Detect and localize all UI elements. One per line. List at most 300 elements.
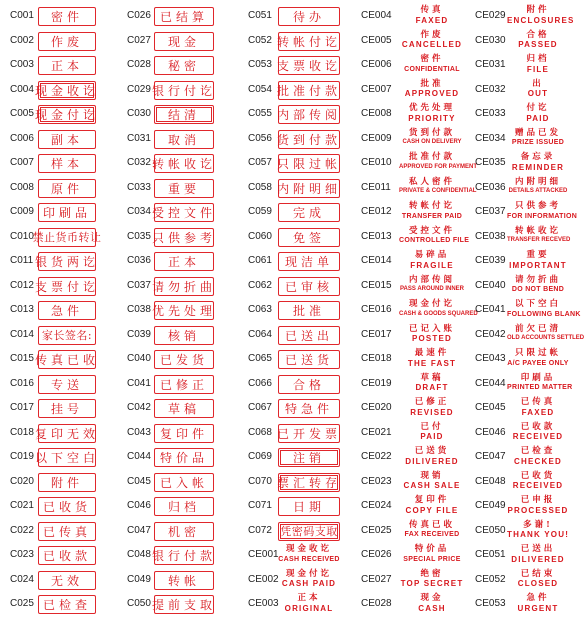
stamp-chinese-text: 已收货 — [520, 470, 556, 481]
stamp-chinese-text: 绝密 — [420, 568, 444, 579]
stamp-code: CE020 — [361, 402, 392, 413]
stamp-code: C017 — [10, 402, 34, 413]
stamp-chinese-text: 已收款 — [520, 421, 556, 432]
stamp-code: C037 — [127, 279, 151, 291]
stamp-text: 已送货 — [284, 353, 333, 367]
stamp-row — [10, 80, 114, 105]
stamp-column-3 — [248, 6, 356, 619]
stamp-row — [361, 31, 474, 56]
stamp-row — [127, 545, 242, 570]
stamp-code: C048 — [127, 549, 151, 560]
stamp-code: CE045 — [475, 402, 506, 413]
stamp-code: C035 — [127, 230, 151, 242]
stamp-code: CE019 — [361, 377, 392, 389]
stamp-box — [35, 252, 100, 271]
stamp-english-text: FOLLOWING BLANK — [507, 310, 581, 318]
stamp-chinese-text: 现金付讫 — [408, 299, 455, 309]
stamp-english-text: ORIGINAL — [284, 603, 334, 613]
stamp-row — [127, 31, 242, 56]
stamp-row — [10, 570, 114, 595]
stamp-text: 归档 — [167, 500, 200, 514]
stamp-code: CE032 — [475, 83, 506, 95]
stamp-code: CE047 — [475, 451, 506, 462]
stamp-chinese-text: 现金 — [420, 593, 444, 603]
stamp-english-text: CANCELLED — [401, 40, 463, 49]
stamp-row — [248, 496, 356, 521]
stamp-row — [10, 153, 114, 178]
bilingual-stamp — [507, 323, 584, 342]
stamp-code: C019 — [10, 451, 34, 462]
bilingual-stamp — [399, 496, 465, 515]
bilingual-stamp — [399, 398, 465, 417]
stamp-box — [38, 546, 96, 565]
stamp-row — [475, 423, 572, 448]
stamp-row — [127, 472, 242, 497]
bilingual-stamp — [507, 129, 569, 147]
bilingual-stamp — [507, 372, 573, 392]
stamp-row — [10, 55, 114, 80]
stamp-row — [248, 31, 356, 56]
stamp-row — [248, 472, 356, 497]
stamp-text: 现金收讫 — [35, 83, 100, 98]
stamp-chinese-text: 备忘录 — [520, 152, 556, 162]
stamp-box — [154, 32, 214, 51]
stamp-text: 取消 — [167, 132, 200, 147]
stamp-text: 结清 — [167, 108, 200, 122]
stamp-code: CE043 — [475, 353, 506, 364]
stamp-english-text: PASS AROUND INNER — [399, 286, 464, 292]
stamp-row — [127, 496, 242, 521]
stamp-row — [248, 570, 356, 595]
stamp-english-text: CASH — [418, 603, 446, 613]
stamp-code: C043 — [127, 426, 151, 438]
stamp-code: C067 — [248, 402, 272, 413]
stamp-box — [152, 301, 217, 320]
stamp-text: 受控文件 — [152, 206, 217, 220]
stamp-row — [475, 276, 572, 301]
stamp-chinese-text: 现销 — [420, 470, 444, 481]
stamp-code: C058 — [248, 181, 272, 193]
stamp-row — [127, 325, 242, 350]
stamp-row — [127, 251, 242, 276]
stamp-code: C055 — [248, 108, 272, 119]
stamp-code: C008 — [10, 181, 34, 193]
stamp-box — [278, 301, 340, 320]
stamp-chinese-text: 归档 — [526, 54, 550, 64]
stamp-text: 已审核 — [284, 279, 333, 294]
stamp-chinese-text: 合格 — [526, 29, 550, 40]
stamp-chinese-text: 多谢! — [523, 519, 553, 530]
stamp-code: CE034 — [475, 132, 506, 144]
stamp-code: C023 — [10, 549, 34, 560]
stamp-box — [154, 473, 214, 492]
stamp-row — [475, 594, 572, 619]
stamp-text: 禁止货币转让 — [32, 231, 102, 244]
stamp-row — [248, 129, 356, 154]
stamp-text: 请勿折曲 — [152, 279, 217, 294]
stamp-box — [38, 130, 96, 149]
stamp-row — [10, 178, 114, 203]
stamp-chinese-text: 现金付讫 — [285, 568, 332, 579]
stamp-row — [361, 104, 474, 129]
stamp-text: 完成 — [292, 206, 325, 220]
stamp-code: C054 — [248, 83, 272, 95]
stamp-code: C004 — [10, 83, 34, 95]
stamp-code: C056 — [248, 132, 272, 144]
stamp-code: CE011 — [361, 181, 391, 193]
stamp-text: 正本 — [50, 59, 83, 73]
stamp-column-4 — [361, 5, 478, 619]
bilingual-stamp — [507, 276, 569, 294]
stamp-english-text: CLOSED — [517, 579, 559, 588]
stamp-text: 只供参考 — [152, 230, 217, 245]
stamp-box — [35, 350, 100, 369]
stamp-english-text: RECEIVED — [512, 481, 564, 490]
stamp-code: CE049 — [475, 500, 506, 511]
stamp-row — [10, 325, 114, 350]
stamp-code: CE039 — [475, 255, 506, 266]
stamp-row — [127, 129, 242, 154]
stamp-box — [154, 105, 214, 124]
bilingual-stamp — [507, 178, 569, 195]
stamp-code: CE014 — [361, 255, 392, 266]
stamp-code: C049 — [127, 573, 151, 585]
stamp-code: CE041 — [475, 304, 506, 315]
stamp-text: 以下空白 — [35, 451, 100, 465]
bilingual-stamp — [507, 153, 569, 172]
stamp-english-text: IMPORTANT — [509, 260, 567, 270]
stamp-code: CE028 — [361, 598, 392, 609]
stamp-row — [127, 300, 242, 325]
stamp-code: C028 — [127, 59, 151, 70]
stamp-text: 样本 — [50, 157, 83, 171]
stamp-box — [278, 7, 340, 26]
stamp-row — [361, 349, 474, 374]
stamp-text: 已送出 — [284, 328, 333, 343]
stamp-row — [10, 545, 114, 570]
stamp-row — [361, 521, 474, 546]
stamp-box — [152, 81, 217, 100]
stamp-code: C052 — [248, 34, 272, 46]
stamp-english-text: OUT — [527, 89, 549, 98]
stamp-english-text: FILE — [526, 64, 550, 74]
stamp-box — [32, 228, 102, 247]
stamp-english-text: THANK YOU! — [507, 530, 570, 539]
stamp-code: C027 — [127, 34, 151, 46]
stamp-box — [154, 7, 214, 26]
stamp-code: CE031 — [475, 59, 506, 70]
stamp-row — [248, 374, 356, 399]
stamp-code: CE030 — [475, 34, 506, 46]
stamp-row — [248, 104, 356, 129]
bilingual-stamp — [507, 496, 569, 515]
stamp-code: CE004 — [361, 10, 392, 21]
bilingual-stamp — [399, 202, 465, 220]
bilingual-stamp — [399, 349, 465, 368]
stamp-text: 批准 — [292, 304, 325, 318]
stamp-row — [127, 398, 242, 423]
stamp-text: 复印件 — [159, 426, 208, 441]
stamp-chinese-text: 转帐收讫 — [514, 225, 561, 236]
stamp-row — [10, 349, 114, 374]
stamp-code: C018 — [10, 426, 34, 438]
stamp-row — [361, 545, 474, 570]
stamp-english-text: CONTROLLED FILE — [399, 237, 470, 244]
stamp-text: 转帐收讫 — [152, 157, 217, 171]
stamp-text: 无效 — [50, 573, 83, 588]
stamp-english-text: DO NOT BEND — [511, 286, 565, 293]
stamp-row — [10, 251, 114, 276]
stamp-text: 已修正 — [159, 377, 208, 392]
stamp-text: 已传真 — [42, 524, 91, 539]
stamp-row — [475, 80, 572, 105]
stamp-box — [278, 399, 340, 418]
stamp-row — [127, 349, 242, 374]
bilingual-stamp — [399, 545, 465, 563]
stamp-box — [154, 326, 214, 345]
stamp-code: CE035 — [475, 157, 506, 168]
stamp-chinese-text: 已付 — [420, 421, 444, 432]
stamp-chinese-text: 草稿 — [420, 372, 444, 383]
stamp-box — [38, 595, 96, 614]
stamp-box — [154, 252, 214, 271]
stamp-row — [127, 423, 242, 448]
stamp-row — [361, 80, 474, 105]
stamp-chinese-text: 以下空白 — [514, 299, 561, 309]
bilingual-stamp — [507, 201, 578, 220]
stamp-box — [152, 203, 217, 222]
stamp-code: CE027 — [361, 573, 392, 585]
stamp-code: C003 — [10, 59, 34, 70]
stamp-row — [361, 55, 474, 80]
stamp-column-5 — [475, 5, 584, 619]
stamp-row — [127, 594, 242, 619]
stamp-row — [10, 300, 114, 325]
stamp-chinese-text: 内附明细 — [514, 176, 561, 187]
stamp-code: C030 — [127, 108, 151, 119]
stamp-chinese-text: 内部传阅 — [408, 274, 455, 285]
stamp-box — [35, 105, 100, 124]
stamp-english-text: URGENT — [517, 603, 559, 613]
stamp-text: 核销 — [167, 328, 200, 343]
stamp-row — [475, 129, 572, 154]
stamp-box — [154, 375, 214, 394]
stamp-code: C060 — [248, 230, 272, 242]
stamp-code: C064 — [248, 328, 272, 340]
stamp-english-text: OLD ACCOUNTS SETTLED — [507, 335, 584, 341]
stamp-code: CE017 — [361, 328, 392, 340]
stamp-english-text: PROCESSED — [507, 505, 569, 515]
bilingual-stamp — [507, 594, 569, 613]
stamp-code: CE029 — [475, 10, 506, 21]
stamp-text: 附件 — [50, 475, 83, 490]
stamp-english-text: FAX RECEIVED — [404, 531, 460, 538]
stamp-text: 日期 — [292, 500, 325, 514]
stamp-text: 现金付讫 — [35, 108, 100, 122]
stamp-box — [278, 203, 340, 222]
stamp-code: CE044 — [475, 377, 506, 389]
stamp-text: 转帐 — [167, 573, 200, 588]
stamp-english-text: CHECKED — [514, 456, 562, 466]
bilingual-stamp — [399, 225, 470, 245]
stamp-code: C010 — [10, 230, 34, 242]
stamp-row — [127, 153, 242, 178]
bilingual-stamp — [399, 152, 478, 170]
stamp-code: CE008 — [361, 108, 392, 119]
stamp-code: C057 — [248, 157, 272, 168]
stamp-chinese-text: 急件 — [526, 593, 550, 603]
stamp-text: 家长签名: — [41, 329, 93, 342]
bilingual-stamp — [399, 80, 465, 99]
stamp-chinese-text: 已检查 — [520, 446, 556, 456]
stamp-text: 传真已收 — [35, 353, 100, 367]
stamp-code: CE022 — [361, 451, 392, 462]
stamp-code: CE053 — [475, 598, 506, 609]
stamp-code: C016 — [10, 377, 34, 389]
stamp-row — [475, 349, 572, 374]
bilingual-stamp — [507, 349, 569, 367]
bilingual-stamp — [507, 104, 569, 123]
stamp-box — [278, 448, 340, 467]
stamp-code: C025 — [10, 598, 34, 609]
stamp-code: CE016 — [361, 304, 392, 315]
stamp-row — [475, 398, 572, 423]
stamp-chinese-text: 已记入账 — [408, 323, 455, 334]
stamp-row — [475, 5, 575, 31]
stamp-code: C071 — [248, 500, 272, 511]
stamp-chinese-text: 已送出 — [520, 544, 556, 554]
bilingual-stamp — [507, 423, 569, 442]
stamp-row — [248, 6, 356, 31]
stamp-chinese-text: 批准 — [420, 78, 444, 89]
stamp-row — [361, 176, 477, 203]
stamp-box — [278, 350, 340, 369]
stamp-row — [10, 521, 114, 546]
stamp-text: 复印无效 — [35, 426, 100, 441]
stamp-row — [475, 496, 572, 521]
stamp-text: 合格 — [292, 377, 325, 392]
stamp-code: C001 — [10, 10, 34, 21]
stamp-row — [127, 374, 242, 399]
bilingual-stamp — [399, 176, 477, 195]
stamp-box — [278, 424, 340, 443]
stamp-box — [154, 424, 214, 443]
stamp-code: CE033 — [475, 108, 506, 119]
stamp-box — [35, 424, 100, 443]
stamp-text: 待办 — [292, 10, 325, 24]
stamp-box — [38, 399, 96, 418]
stamp-chinese-text: 只限过帐 — [514, 348, 561, 358]
stamp-text: 特价品 — [159, 451, 208, 465]
stamp-column-2 — [127, 6, 242, 619]
stamp-text: 注销 — [292, 451, 325, 465]
stamp-row — [361, 6, 474, 31]
stamp-text: 已开发票 — [277, 426, 342, 441]
stamp-row — [127, 80, 242, 105]
stamp-box — [38, 375, 96, 394]
stamp-text: 已检查 — [42, 598, 91, 612]
stamp-english-text: PRIORITY — [408, 113, 456, 123]
stamp-english-text: TRANSFER RECEVED — [507, 237, 571, 243]
stamp-english-text: TOP SECRET — [400, 579, 464, 588]
stamp-code: C013 — [10, 304, 34, 315]
stamp-box — [278, 130, 340, 149]
stamp-row — [361, 398, 474, 423]
stamp-code: C066 — [248, 377, 272, 389]
stamp-box — [278, 32, 340, 51]
bilingual-stamp — [507, 227, 569, 244]
stamp-row — [361, 276, 474, 301]
stamp-row — [10, 423, 114, 448]
stamp-code: C051 — [248, 10, 272, 21]
stamp-code: C068 — [248, 426, 272, 438]
stamp-english-text: CASH SALE — [403, 481, 461, 490]
stamp-english-text: APPROVED FOR PAYMENT — [399, 163, 478, 170]
stamp-text: 已收货 — [42, 500, 91, 514]
stamp-row — [248, 251, 356, 276]
stamp-english-text: PAID — [420, 432, 444, 441]
stamp-chinese-text: 出 — [532, 78, 544, 89]
stamp-chinese-text: 只供参考 — [514, 201, 561, 211]
stamp-text: 货到付款 — [277, 132, 342, 147]
bilingual-stamp — [399, 104, 465, 123]
stamp-box — [38, 522, 96, 541]
stamp-english-text: TRANSFER PAID — [401, 212, 463, 220]
stamp-row — [10, 104, 114, 129]
stamp-row — [127, 55, 242, 80]
stamp-row — [10, 447, 114, 472]
stamp-english-text: FOR INFORMATION — [507, 212, 578, 220]
stamp-chinese-text: 易碎品 — [414, 250, 450, 260]
stamp-english-text: FRAGILE — [410, 260, 454, 270]
stamp-chinese-text: 受控文件 — [408, 225, 455, 236]
stamp-english-text: COPY FILE — [405, 505, 459, 515]
stamp-row — [248, 447, 356, 472]
stamp-box — [278, 522, 340, 541]
stamp-text: 密件 — [50, 10, 83, 24]
stamp-code: C061 — [248, 255, 272, 266]
stamp-chinese-text: 前欠已清 — [514, 323, 561, 334]
stamp-row — [127, 521, 242, 546]
stamp-box — [154, 56, 214, 75]
stamp-code: C062 — [248, 279, 272, 291]
stamp-code: CE024 — [361, 500, 392, 511]
stamp-box — [278, 375, 340, 394]
stamp-row — [475, 55, 572, 80]
stamp-box — [38, 326, 96, 345]
stamp-row — [248, 594, 356, 619]
stamp-row — [10, 202, 114, 227]
stamp-code: C012 — [10, 279, 34, 291]
stamp-row — [10, 227, 114, 252]
bilingual-stamp — [507, 251, 569, 270]
stamp-code: C044 — [127, 451, 151, 462]
stamp-code: C002 — [10, 34, 34, 46]
stamp-row — [475, 251, 572, 276]
stamp-english-text: PRIZE ISSUED — [511, 139, 565, 146]
stamp-box — [38, 571, 96, 590]
stamp-box — [35, 448, 100, 467]
stamp-code: C021 — [10, 500, 34, 511]
stamp-chinese-text: 付讫 — [526, 103, 550, 113]
stamp-text: 内部传阅 — [277, 108, 342, 122]
stamp-english-text: ENCLOSURES — [507, 15, 575, 25]
stamp-row — [475, 31, 572, 56]
stamp-row — [248, 300, 356, 325]
stamp-code: C034 — [127, 206, 151, 217]
stamp-row — [475, 299, 581, 325]
bilingual-stamp — [507, 31, 569, 50]
